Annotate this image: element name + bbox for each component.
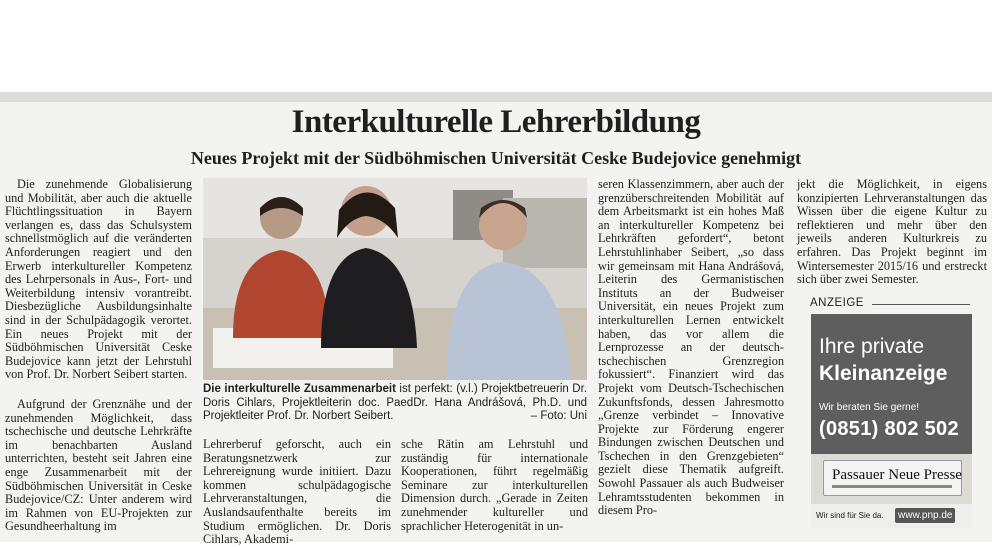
ad-title-line1: Ihre private <box>819 335 925 358</box>
classified-ad <box>811 314 972 528</box>
ad-footer-text: Wir sind für Sie da. <box>816 511 884 520</box>
column-5 <box>797 178 987 287</box>
logo-text: Passauer Neue Presse <box>832 467 962 483</box>
caption-text: ist perfekt: (v.l.) Projektbetreuerin Dr. Doris Cihlars, Projektleiterin doc. PaedDr. Hana Andrášová, Ph.D. und Projektleiter Prof. Dr. Norbert Seibert. <box>203 383 587 422</box>
ad-phone: (0851) 802 502 <box>819 418 959 440</box>
column-1-bottom <box>5 398 192 534</box>
ad-logo-area <box>811 454 972 504</box>
paragraph-project: jekt die Möglichkeit, in eigens konzipierten Lehrveranstaltungen das Wissen über die eigene Kultur zu reflektieren und mehr über den jeweils anderen Kulturkreis zu erfahren. Das Projekt beginnt im Wintersemester 2015/16 und erstreckt sich über zwei Semester. <box>797 177 987 287</box>
article-headline: Interkulturelle Lehrerbildung <box>291 104 701 140</box>
ad-footer <box>811 504 972 528</box>
column-4 <box>598 178 784 518</box>
article-photo <box>203 178 587 380</box>
newspaper-logo <box>823 460 962 496</box>
ad-subtitle: Wir beraten Sie gerne! <box>819 402 920 413</box>
paragraph-cooperation: Aufgrund der Grenznähe und der zunehmenden Möglichkeit, dass tschechische und deutsche Lehrkräfte im benachbarten Ausland unterrichten, besteht seit Jahren eine enge Zusammenarbeit mit der Südböhmischen Universität in Ceske Budejovice/CZ: Unter anderem wird im Rahmen von EU-Projekten zur Gesundheerhaltung im <box>5 397 192 534</box>
paragraph-research: Lehrerberuf geforscht, auch ein Beratungsnetzwerk zur Lehrereignung wurde initiiert. Dazu kommen schulpädagogische Lehrveranstaltungen, die Auslandsaufenthalte bereits im Studium ermöglichen. Dr. Doris Cihlars, Akademi- <box>203 437 391 547</box>
photo-caption <box>203 383 587 424</box>
column-1-top <box>5 178 192 382</box>
photo-three-people <box>203 178 587 380</box>
ad-title-line2: Kleinanzeige <box>819 362 948 385</box>
paragraph-quote: seren Klassenzimmern, aber auch der grenzüberschreitenden Mobilität auf dem Arbeitsmarkt ist ein hohes Maß an interkultureller Kompetenz bei Lehrkräften gefordert“, betont Lehrstuhlinhaber Seibert, „so dass wir gemeinsam mit Hana Andrášová, Leiterin des Germanistischen Instituts an der Budweiser Universität, ein neues Projekt zum interkulturellen Lernen entwickelt haben, das vor allem die Lernprozesse an der deutsch-tschechischen Grenzregion fokussiert“. Finanziert wird das Projekt vom Deutsch-Tschechischen Zukunftsfonds, dessen Jahresmotto „Grenze verbindet – Innovative Projekte zur Förderung engerer Bindungen zwischen Deutschen und Tschechen in den Grenzgebieten“ gezielt diese Thematik aufgreift. Sowohl Passauer als auch Budweiser Lehramtsstudenten bekommen in diesem Pro- <box>598 177 784 518</box>
ad-url: www.pnp.de <box>895 508 955 523</box>
paragraph-seminars: sche Rätin am Lehrstuhl und zuständig für internationale Kooperationen, führt regelmäßig Seminare zur interkulturellen Dimension durch. „Gerade in Zeiten zunehmender kultureller und sprachlicher Heterogenität in un- <box>401 437 588 533</box>
ad-label: ANZEIGE <box>810 297 970 309</box>
article-subheadline: Neues Projekt mit der Südböhmischen Universität Ceske Budejovice genehmigt <box>190 148 802 168</box>
paragraph-intro: Die zunehmende Globalisierung und Mobilität, aber auch die aktuelle Flüchtlingssituation in Bayern verlangen es, dass das Schulsystem schnellstmöglich auf die veränderten Anforderungen reagiert und den Erwerb interkultureller Kompetenz des Lehrpersonals in Aus-, Fort- und Weiterbildung intensiv vorantreibt. Diesbezügliche Ausbildungsinhalte sind in der Schulpädagogik verortet. Ein neues Projekt mit der Südböhmischen Universität Ceske Budejovice kann jetzt der Lehrstuhl von Prof. Dr. Norbert Seibert starten. <box>5 177 192 382</box>
column-2-bottom <box>203 438 391 547</box>
caption-lead: Die interkulturelle Zusammenarbeit <box>203 383 396 395</box>
photo-credit: – Foto: Uni <box>530 410 587 422</box>
logo-underline <box>832 485 952 488</box>
column-3-bottom <box>401 438 588 533</box>
